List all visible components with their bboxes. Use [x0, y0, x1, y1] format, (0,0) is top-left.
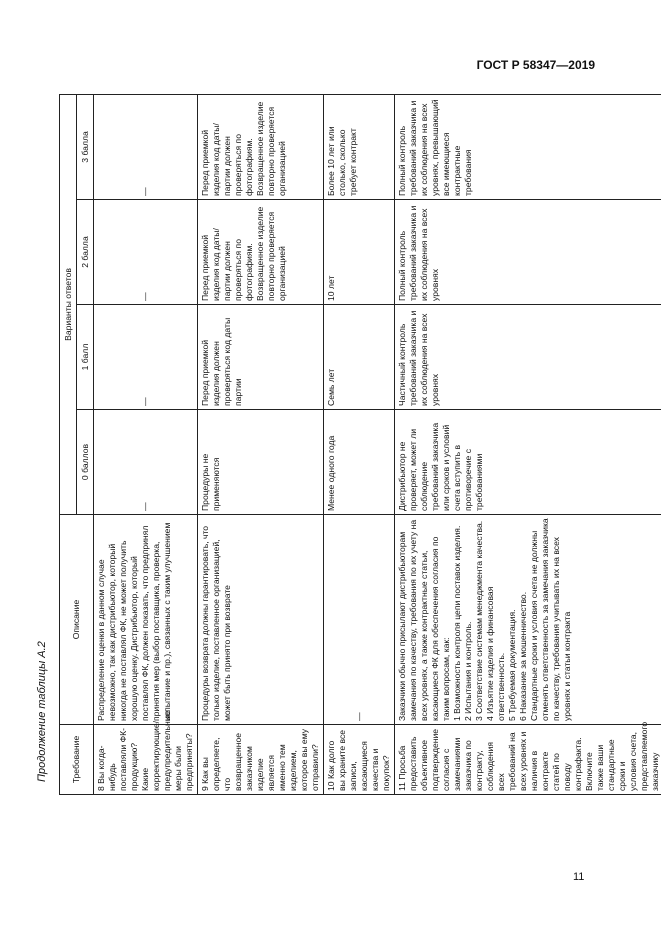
row-9-score-1: Перед приемкой изделия должен проверяться код даты партии: [198, 305, 324, 410]
requirements-table: [59, 94, 661, 795]
header-score-3: 3 балла: [77, 94, 94, 199]
table-row: [395, 94, 661, 794]
row-9-description: Процедуры возврата должны гарантировать, что только изделие, поставленное организацией, может быть принято при возврате: [198, 515, 324, 725]
row-11-desc-outro: Стандартные сроки и условия счета не должны отменять ответственность за замечания заказчика по качеству, требования учитывать их на всех уровнях и статьи контракта: [529, 518, 572, 721]
row-8-score-0: —: [94, 410, 198, 515]
row-11-score-2: Полный контроль требований заказчика и их соблюдения на всех уровнях: [395, 200, 661, 305]
row-10-score-3: Более 10 лет или столько, сколько требует контракт: [324, 94, 395, 199]
row-11-desc-item: 6 Наказание за мошенничество.: [518, 591, 528, 721]
table-row: [324, 94, 395, 794]
row-11-requirement: 11 Просьба предоставить объективное подтверждение согласия с замечаниями заказчика по контракту, соблюдения всех требований на всех уровнях и наличия в контракте статей по поводу контрафакта. Включите также ваши стандартные сроки и условия счета, представляемого заказчику: [395, 725, 661, 795]
row-9-requirement: 9 Как вы определяете, что возвращенное заказчиком изделие является именно тем изделием, которое вы ему отправили?: [198, 725, 324, 795]
header-score-0: 0 баллов: [77, 410, 94, 515]
header-variants: Варианты ответов: [60, 94, 77, 514]
header-requirement: Требование: [60, 725, 94, 795]
page-number: 11: [573, 871, 585, 883]
table-row: [198, 94, 324, 794]
table-caption: Продолжение таблицы А.2: [36, 641, 48, 782]
row-11-desc-item: 3 Соответствие системам менеджмента качества.: [474, 520, 484, 721]
row-10-score-0: Менее одного года: [324, 410, 395, 515]
row-9-score-3: Перед приемкой изделия код даты/партии должен проверяться по фотографиям. Возвращенное изделие повторно проверяется организацией: [198, 94, 324, 199]
row-10-requirement: 10 Как долго вы храните все записи, касающиеся качества и покупок?: [324, 725, 395, 795]
row-10-description: —: [324, 515, 395, 725]
header-score-1: 1 балл: [77, 305, 94, 410]
row-11-score-0: Дистрибьютор не проверяет, может ли соблюдение требований заказчика или сроков и условий счета вступить в противоречие с требованиями: [395, 410, 661, 515]
table-row: [94, 94, 198, 794]
row-11-desc-item: 5 Требуемая документация.: [507, 609, 517, 721]
row-8-description: Распределение оценки в данном случае невозможно, так как дистрибьютор, который никогда не поставлял ФК, не может получить хорошую оценку. Дистрибьютор, который поставлял ФК, должен показать, что предпринял принятия мер (выбор поставщика, проверка, испытание и пр.), связанных с таким улучшением: [94, 515, 198, 725]
header-description: Описание: [60, 515, 94, 725]
rotated-table-container: [59, 95, 660, 795]
row-10-score-1: Семь лет: [324, 305, 395, 410]
row-9-score-2: Перед приемкой изделия код даты/партии должен проверяться по фотографиям. Возвращенное изделие повторно проверяется организацией: [198, 200, 324, 305]
row-8-score-1: —: [94, 305, 198, 410]
row-11-desc-item: 1 Возможность контроля цепи поставок изделия.: [452, 525, 462, 721]
standard-designation: ГОСТ Р 58347—2019: [476, 58, 595, 72]
row-8-score-3: —: [94, 94, 198, 199]
row-11-desc-item: 2 Испытания и контроль.: [463, 621, 473, 721]
row-8-requirement: 8 Вы когда-нибудь поставляли ФК-продукцию? Какие корректирующие/предупредительные меры были предприняты?: [94, 725, 198, 795]
row-10-score-2: 10 лет: [324, 200, 395, 305]
row-11-description: [395, 515, 661, 725]
row-11-score-3: Полный контроль требований заказчика и их соблюдения на всех уровнях, превышающий все имеющиеся контрактные требования: [395, 94, 661, 199]
row-11-score-1: Частичный контроль требований заказчика и их соблюдения на всех уровнях: [395, 305, 661, 410]
row-11-desc-item: 4 Изъятие изделия и финансовая ответственность.: [485, 586, 506, 721]
row-11-desc-intro: Заказчики обычно присылают дистрибьюторам замечания по качеству, требования по их учету на всех уровнях, а также контрактные статьи, касающиеся ФК для обеспечения согласия по таким вопросам, как:: [397, 519, 451, 721]
row-8-score-2: —: [94, 200, 198, 305]
header-score-2: 2 балла: [77, 200, 94, 305]
row-9-score-0: Процедуры не применяются: [198, 410, 324, 515]
